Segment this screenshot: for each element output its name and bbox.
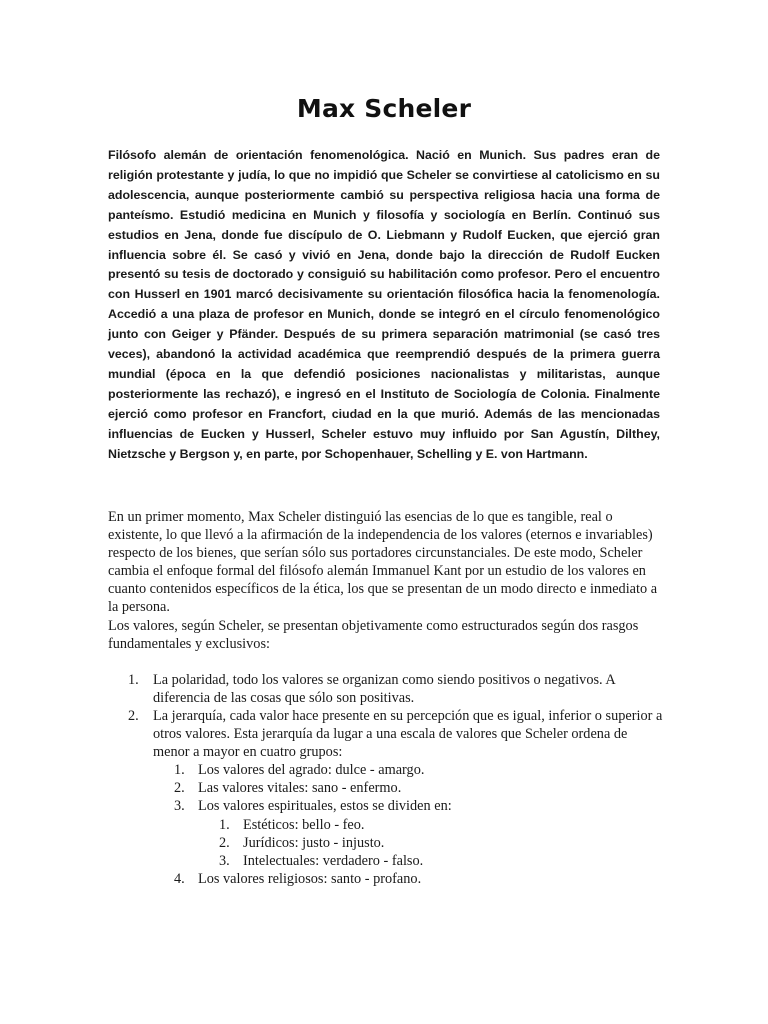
sub-sublist-item (108, 852, 664, 870)
list-number: 2. (219, 834, 230, 851)
sub-sublist-item (108, 834, 664, 852)
sub-sublist-item-text: Intelectuales: verdadero - falso. (243, 852, 424, 869)
list-item (108, 707, 664, 888)
sublist-item-text: Las valores vitales: sano - enfermo. (198, 780, 402, 797)
lead-paragraph: Los valores, según Scheler, se presentan objetivamente como estructurados según dos rasgos fundamentales y exclusivos: (108, 617, 639, 652)
list-item-text: La jerarquía, cada valor hace presente en su percepción que es igual, inferior o superior a otros valores. Esta jerarquía da lugar a una escala de valores que Scheler ordena de menor a mayor en cuatro grupos: (153, 707, 663, 761)
sublist-item-text: Los valores religiosos: santo - profano. (198, 870, 422, 887)
list-number: 1. (219, 816, 230, 833)
intro-paragraph: En un primer momento, Max Scheler distinguió las esencias de lo que es tangible, real o existente, lo que llevó a la afirmación de la independencia de los valores (eternos e invariables) respecto de los bienes, que serían sólo sus portadores circunstanciales. De este modo, Scheler cambia el enfoque formal del filósofo alemán Immanuel Kant por un estudio de los valores en cuanto contenidos específicos de la ética, los que se presentan de un modo directo e inmediato a la persona. (108, 509, 658, 616)
biography-paragraph: Filósofo alemán de orientación fenomenológica. Nació en Munich. Sus padres eran de religión protestante y judía, lo que no impidió que Scheler se convirtiese al catolicismo en su adolescencia, aunque posteriormente cambió su perspectiva religiosa hacia una forma de panteísmo. Estudió medicina en Munich y filosofía y sociología en Berlín. Continuó sus estudios en Jena, donde fue discípulo de O. Liebmann y Rudolf Eucken, que ejerció gran influencia sobre él. Se casó y vivió en Jena, donde bajo la dirección de Rudolf Eucken presentó su tesis de doctorado y consiguió su habilitación como profesor. Pero el encuentro con Husserl en 1901 marcó decisivamente su orientación filosófica hacia la fenomenología. Accedió a una plaza de profesor en Munich, donde se integró en el círculo fenomenológico junto con Geiger y Pfänder. Después de su primera separación matrimonial (se casó tres veces), abandonó la actividad académica que reemprendió después de la primera guerra mundial (época en la que defendió posiciones nacionalistas y militaristas, aunque posteriormente las rechazó), e ingresó en el Instituto de Sociología de Colonia. Finalmente ejerció como profesor en Francfort, ciudad en la que murió. Además de las mencionadas influencias de Eucken y Husserl, Scheler estuvo muy influido por San Agustín, Dilthey, Nietzsche y Bergson y, en parte, por Schopenhauer, Schelling y E. von Hartmann. (108, 148, 660, 461)
sub-sublist-item-text: Jurídicos: justo - injusto. (243, 834, 385, 851)
sublist-item-text: Los valores espirituales, estos se dividen en: (198, 798, 452, 815)
list-number: 1. (174, 762, 185, 779)
sublist-item (108, 797, 664, 869)
sublist-item (108, 761, 664, 779)
list-number: 3. (219, 852, 230, 869)
sublist-item-text: Los valores del agrado: dulce - amargo. (198, 762, 425, 779)
sub-sublist-item (108, 816, 664, 834)
values-section (108, 508, 664, 888)
value-groups-list (153, 761, 664, 888)
list-number: 3. (174, 798, 185, 815)
sublist-item (108, 870, 664, 888)
list-number: 4. (174, 870, 185, 887)
spiritual-values-list (198, 816, 664, 870)
list-number: 1. (128, 671, 139, 688)
page-title: Max Scheler (296, 94, 472, 123)
list-item-text: La polaridad, todo los valores se organizan como siendo positivos o negativos. A diferencia de las cosas que sólo son positivas. (153, 671, 615, 706)
list-item (108, 671, 664, 707)
sublist-item (108, 779, 664, 797)
values-list (108, 671, 664, 888)
list-number: 2. (174, 780, 185, 797)
sub-sublist-item-text: Estéticos: bello - feo. (243, 816, 365, 833)
list-number: 2. (128, 707, 139, 724)
